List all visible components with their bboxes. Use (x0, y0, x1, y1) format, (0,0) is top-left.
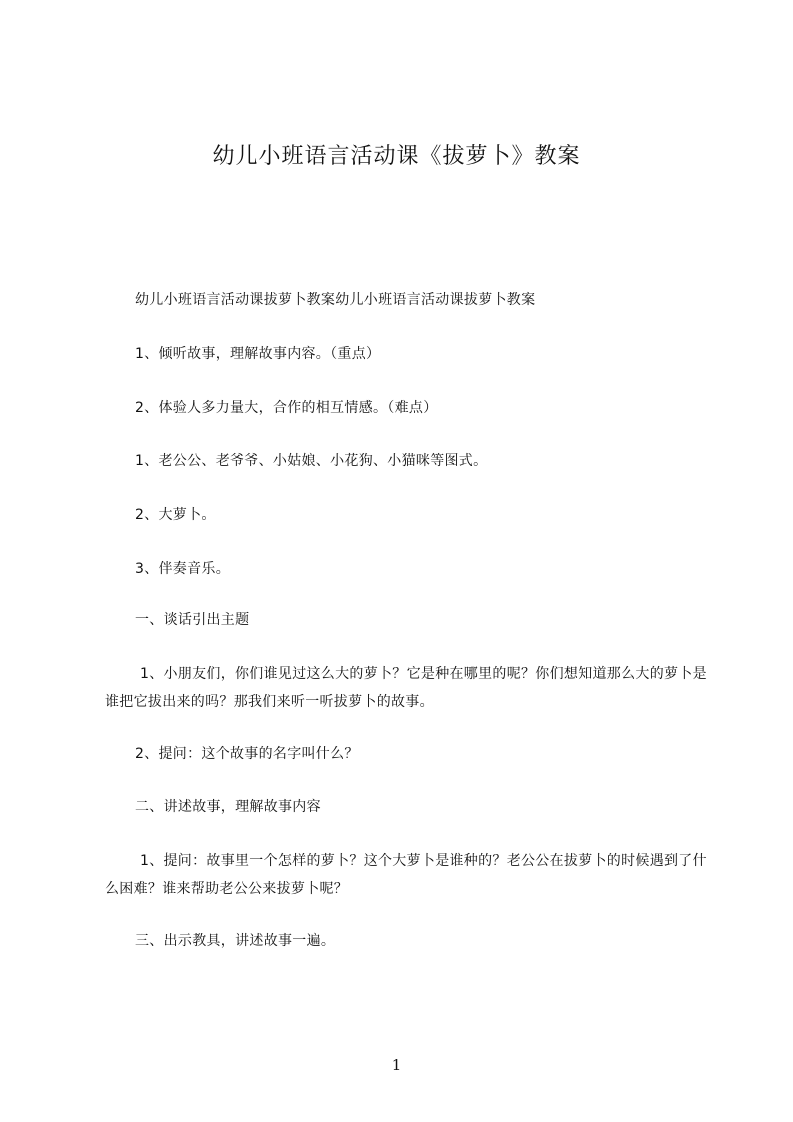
document-title: 幼儿小班语言活动课《拔萝卜》教案 (212, 144, 581, 169)
paragraph-goal-1: 1、倾听故事，理解故事内容。（重点） (135, 346, 381, 362)
paragraph-material-1: 1、老公公、老爷爷、小姑娘、小花狗、小猫咪等图式。 (135, 453, 488, 469)
paragraph-material-2: 2、大萝卜。 (135, 507, 216, 523)
paragraph-step-1-1: 1、小朋友们，你们谁见过这么大的萝卜？它是种在哪里的呢？你们想知道那么大的萝卜是谁把它拔出来的吗？那我们来听一听拔萝卜的故事。 (105, 666, 707, 710)
paragraph-material-3: 3、伴奏音乐。 (135, 561, 231, 577)
paragraph-goal-2: 2、体验人多力量大，合作的相互情感。（难点） (135, 400, 438, 416)
paragraph-intro: 幼儿小班语言活动课拔萝卜教案幼儿小班语言活动课拔萝卜教案 (135, 292, 536, 308)
paragraph-step-2-1: 1、提问：故事里一个怎样的萝卜？这个大萝卜是谁种的？老公公在拔萝卜的时候遇到了什么困难？谁来帮助老公公来拔萝卜呢？ (105, 853, 707, 897)
paragraph-step-1-2: 2、提问：这个故事的名字叫什么？ (135, 746, 359, 762)
section-heading-3: 三、出示教具，讲述故事一遍。 (135, 933, 336, 949)
page-number: 1 (391, 1056, 402, 1074)
section-heading-2: 二、讲述故事，理解故事内容 (135, 799, 321, 815)
section-heading-1: 一、谈话引出主题 (135, 612, 250, 628)
